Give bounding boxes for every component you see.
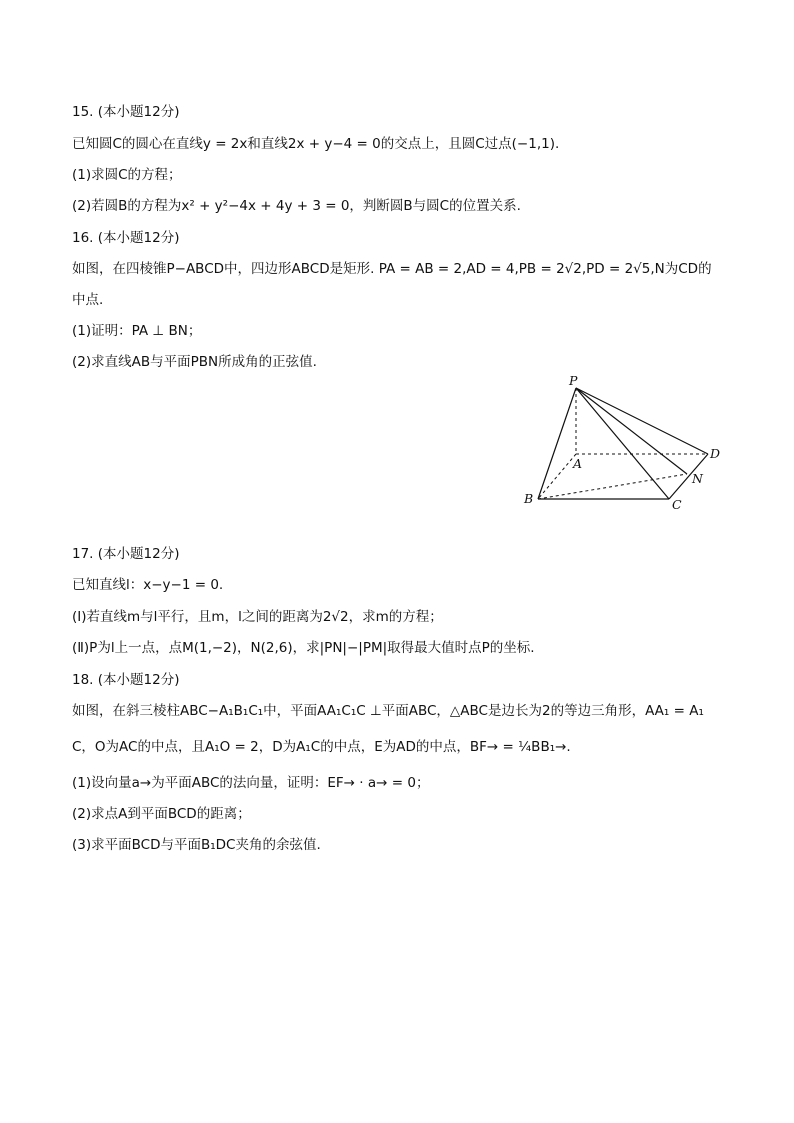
q16-stem-line1: 如图，在四棱锥P−ABCD中，四边形ABCD是矩形. PA = AB = 2,AD = 4,PB = 2√2,PD = 2√5,N为CD的 xyxy=(72,261,712,277)
edge-AB xyxy=(538,454,576,499)
q18-part2: (2)求点A到平面BCD的距离； xyxy=(72,806,251,822)
pyramid-figure xyxy=(515,372,725,512)
q18-stem-line1: 如图，在斜三棱柱ABC−A₁B₁C₁中，平面AA₁C₁C ⊥平面ABC，△ABC是边长为2的等边三角形，AA₁ = A₁ xyxy=(72,703,704,719)
label-D: D xyxy=(710,446,721,461)
label-N: N xyxy=(692,471,703,486)
q17-part1: (Ⅰ)若直线m与l平行，且m，l之间的距离为2√2，求m的方程； xyxy=(72,609,443,625)
q15-stem: 已知圆C的圆心在直线y = 2x和直线2x + y−4 = 0的交点上，且圆C过点(−1,1). xyxy=(72,136,560,152)
q15-part1: (1)求圆C的方程； xyxy=(72,167,182,183)
q16-part1: (1)证明：PA ⊥ BN； xyxy=(72,323,202,339)
edge-PB xyxy=(538,388,576,499)
edge-PC xyxy=(576,388,669,499)
pyramid-diagram xyxy=(515,372,725,512)
q16-stem-line2: 中点. xyxy=(72,292,104,308)
label-C: C xyxy=(672,497,682,512)
edge-PD xyxy=(576,388,708,454)
q16-header: 16. (本小题12分) xyxy=(72,230,180,246)
q17-stem: 已知直线l：x−y−1 = 0. xyxy=(72,577,224,593)
edge-PN xyxy=(576,388,687,474)
q15-part2: (2)若圆B的方程为x² + y²−4x + 4y + 3 = 0，判断圆B与圆C的位置关系. xyxy=(72,198,521,214)
edge-BN xyxy=(538,474,687,499)
q18-stem-line2: C，O为AC的中点，且A₁O = 2，D为A₁C的中点，E为AD的中点，BF→ = ¼BB₁→. xyxy=(72,739,571,755)
q18-part3: (3)求平面BCD与平面B₁DC夹角的余弦值. xyxy=(72,837,321,853)
q17-part2: (Ⅱ)P为l上一点，点M(1,−2)，N(2,6)，求|PN|−|PM|取得最大值时点P的坐标. xyxy=(72,640,535,656)
label-A: A xyxy=(573,456,583,471)
label-P: P xyxy=(569,373,578,388)
q17-header: 17. (本小题12分) xyxy=(72,546,180,562)
q18-header: 18. (本小题12分) xyxy=(72,672,180,688)
q15-header: 15. (本小题12分) xyxy=(72,104,180,120)
label-B: B xyxy=(524,491,534,506)
q18-part1: (1)设向量a→为平面ABC的法向量，证明：EF→ · a→ = 0； xyxy=(72,775,430,791)
q16-part2: (2)求直线AB与平面PBN所成角的正弦值. xyxy=(72,354,317,370)
